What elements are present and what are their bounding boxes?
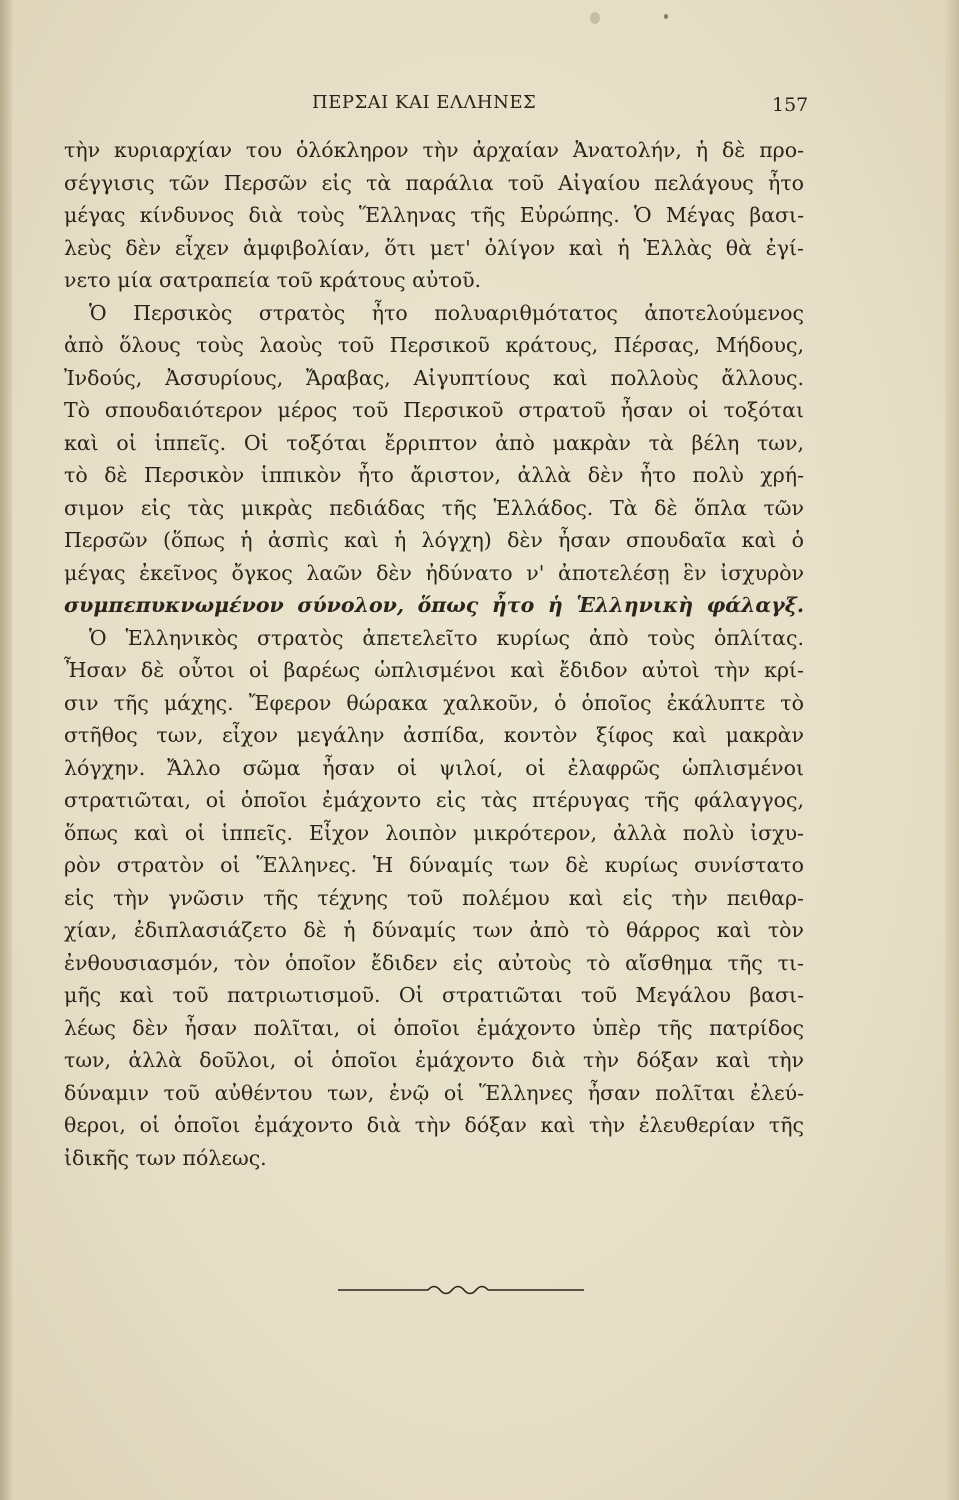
text-line: καὶ οἱ ἱππεῖς. Οἱ τοξόται ἔρριπτον ἀπὸ μακρὰν τὰ βέλη των, (64, 430, 804, 455)
text-line: νετο μία σατραπεία τοῦ κράτους αὐτοῦ. (64, 268, 482, 292)
text-line: Ὁ Ἑλληνικὸς στρατὸς ἀπετελεῖτο κυρίως ἀπὸ τοὺς ὁπλίτας. (89, 625, 804, 650)
ink-blot (590, 12, 600, 24)
text-line: τὸ δὲ Περσικὸν ἱππικὸν ἦτο ἄριστον, ἀλλὰ δὲν ἦτο πολὺ χρή- (64, 463, 804, 487)
text-line: θεροι, οἱ ὁποῖοι ἐμάχοντο διὰ τὴν δόξαν καὶ τὴν ἐλευθερίαν τῆς (64, 1113, 804, 1137)
page-number: 157 (772, 94, 809, 116)
page-edge-shadow (945, 0, 959, 1500)
text-line: Ἰνδούς, Ἀσσυρίους, Ἄραβας, Αἰγυπτίους καὶ πολλοὺς ἄλλους. (64, 365, 804, 390)
text-line: Τὸ σπουδαιότερον μέρος τοῦ Περσικοῦ στρατοῦ ἦσαν οἱ τοξόται (64, 398, 804, 422)
text-line: σέγγισις τῶν Περσῶν εἰς τὰ παράλια τοῦ Αἰγαίου πελάγους ἦτο (64, 170, 804, 195)
text-line: ρὸν στρατὸν οἱ Ἕλληνες. Ἡ δύναμίς των δὲ κυρίως συνίστατο (64, 853, 804, 877)
text-line: ἰδικῆς των πόλεως. (64, 1145, 267, 1170)
text-line: σιν τῆς μάχης. Ἔφερον θώρακα χαλκοῦν, ὁ ὁποῖος ἐκάλυπτε τὸ (64, 690, 804, 715)
text-line: ἐνθουσιασμόν, τὸν ὁποῖον ἔδιδεν εἰς αὐτοὺς τὸ αἴσθημα τῆς τι- (64, 950, 804, 975)
text-line: Ὁ Περσικὸς στρατὸς ἦτο πολυαριθμότατος ἀποτελούμενος (89, 300, 804, 325)
text-line: λεὺς δὲν εἶχεν ἀμφιβολίαν, ὅτι μετ' ὀλίγον καὶ ἡ Ἑλλὰς θὰ ἐγί- (64, 235, 804, 260)
text-line: μῆς καὶ τοῦ πατριωτισμοῦ. Οἱ στρατιῶται τοῦ Μεγάλου βασι- (64, 983, 804, 1007)
text-line: δύναμιν τοῦ αὐθέντου των, ἐνῷ οἱ Ἕλληνες ἦσαν πολῖται ἐλεύ- (64, 1080, 804, 1105)
text-line: στρατιῶται, οἱ ὁποῖοι ἐμάχοντο εἰς τὰς πτέρυγας τῆς φάλαγγος, (64, 788, 804, 812)
text-line: Ἦσαν δὲ οὗτοι οἱ βαρέως ὡπλισμένοι καὶ ἔδιδον αὐτοὶ τὴν κρί- (64, 658, 804, 682)
section-end-ornament (336, 1280, 586, 1300)
emphasized-text-line: συμπεπυκνωμένον σύνολον, ὅπως ἦτο ἡ Ἑλληνικὴ φάλαγξ. (64, 593, 804, 617)
text-line: μέγας ἐκεῖνος ὄγκος λαῶν δὲν ἠδύνατο ν' ἀποτελέσῃ ἓν ἰσχυρὸν (64, 560, 804, 585)
page-header (0, 92, 959, 122)
text-line: Περσῶν (ὅπως ἡ ἀσπὶς καὶ ἡ λόγχη) δὲν ἦσαν σπουδαῖα καὶ ὁ (64, 528, 804, 552)
text-line: χίαν, ἐδιπλασιάζετο δὲ ἡ δύναμίς των ἀπὸ τὸ θάρρος καὶ τὸν (64, 918, 804, 942)
book-spine-shadow (0, 0, 12, 1500)
body-text (64, 134, 804, 1174)
text-line: στῆθος των, εἶχον μεγάλην ἀσπίδα, κοντὸν ξίφος καὶ μακρὰν (64, 723, 804, 747)
text-line: των, ἀλλὰ δοῦλοι, οἱ ὁποῖοι ἐμάχοντο διὰ τὴν δόξαν καὶ τὴν (64, 1048, 804, 1072)
text-line: εἰς τὴν γνῶσιν τῆς τέχνης τοῦ πολέμου καὶ εἰς τὴν πειθαρ- (64, 885, 804, 910)
text-line: ὅπως καὶ οἱ ἱππεῖς. Εἶχον λοιπὸν μικρότερον, ἀλλὰ πολὺ ἰσχυ- (64, 820, 804, 845)
text-line: λέως δὲν ἦσαν πολῖται, οἱ ὁποῖοι ἐμάχοντο ὑπὲρ τῆς πατρίδος (64, 1015, 804, 1040)
text-line: λόγχην. Ἄλλο σῶμα ἦσαν οἱ ψιλοί, οἱ ἐλαφρῶς ὡπλισμένοι (64, 755, 804, 780)
ink-speck (664, 14, 668, 19)
running-title: ΠΕΡΣΑΙ ΚΑΙ ΕΛΛΗΝΕΣ (312, 92, 537, 113)
text-line: ἀπὸ ὅλους τοὺς λαοὺς τοῦ Περσικοῦ κράτους, Πέρσας, Μήδους, (64, 333, 804, 357)
text-line: μέγας κίνδυνος διὰ τοὺς Ἕλληνας τῆς Εὐρώπης. Ὁ Μέγας βασι- (64, 203, 804, 227)
text-line: σιμον εἰς τὰς μικρὰς πεδιάδας τῆς Ἑλλάδος. Τὰ δὲ ὅπλα τῶν (64, 495, 804, 520)
text-line: τὴν κυριαρχίαν του ὁλόκληρον τὴν ἀρχαίαν Ἀνατολήν, ἡ δὲ προ- (64, 138, 804, 162)
